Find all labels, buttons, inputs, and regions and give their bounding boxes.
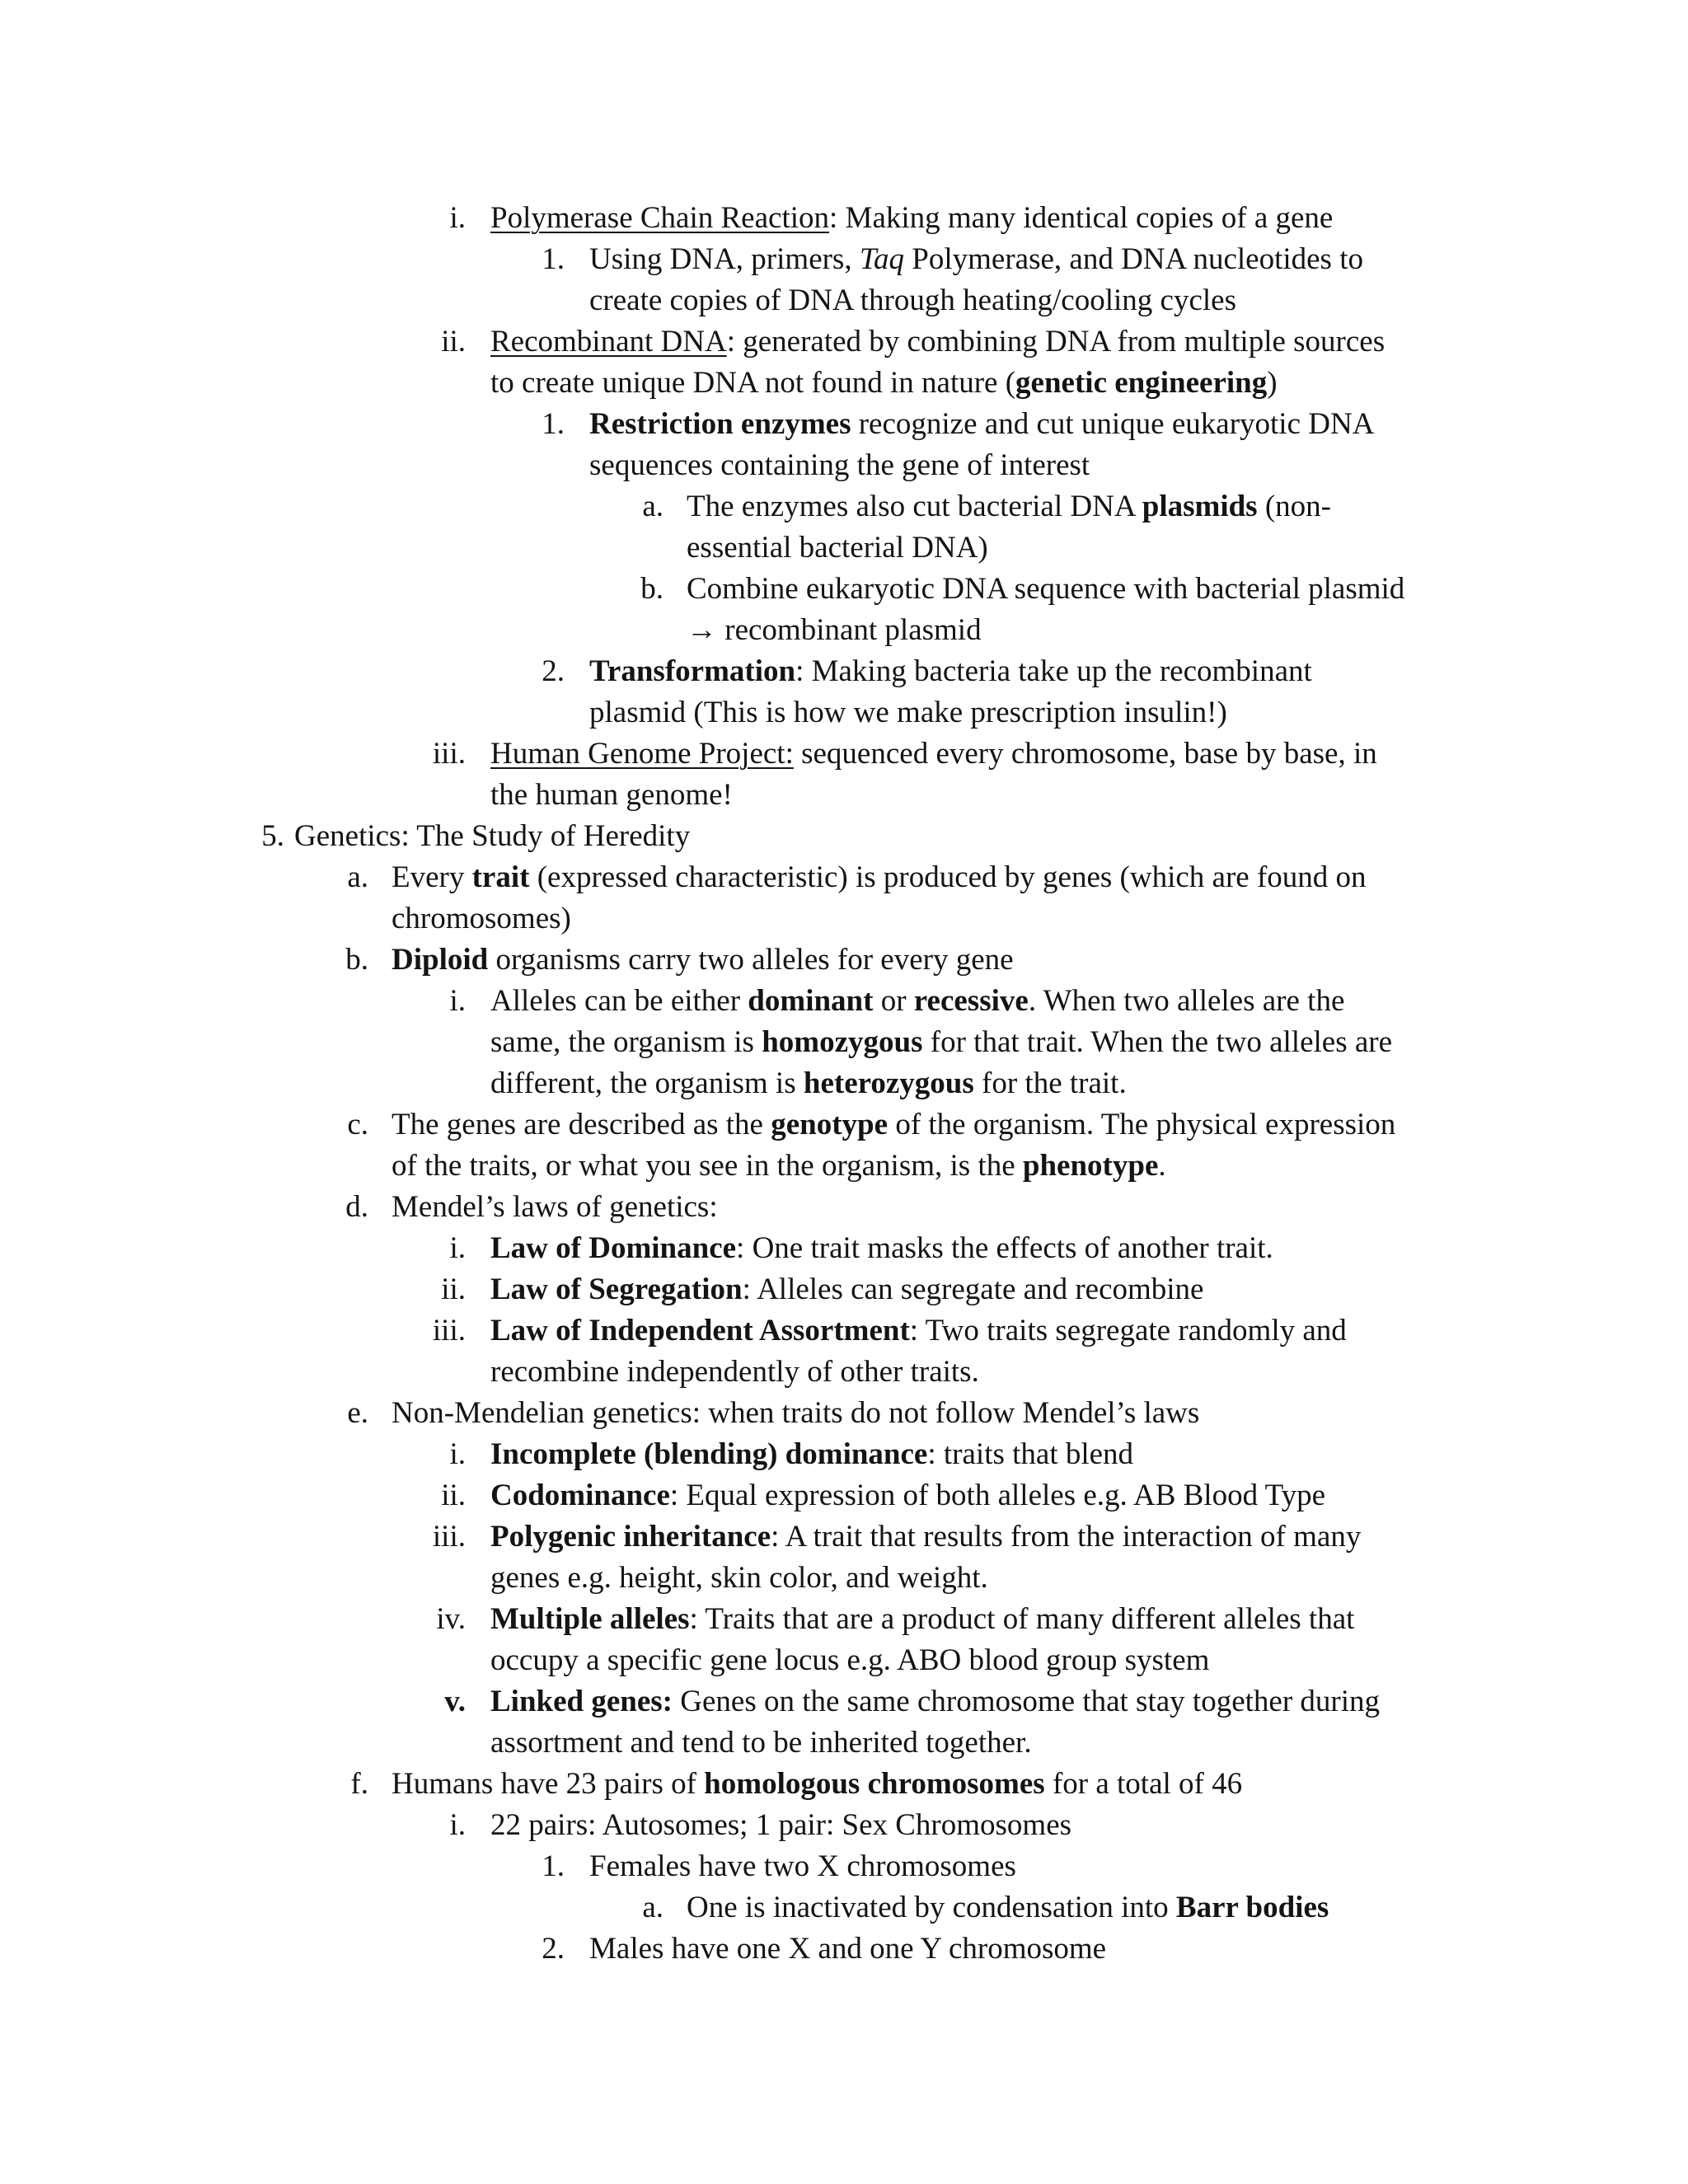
list-marker: i. — [449, 201, 466, 235]
document-line — [0, 1558, 1688, 1599]
bold-term: Linked genes: — [490, 1685, 673, 1718]
bold-term: Diploid — [392, 943, 489, 977]
text-run: occupy a specific gene locus e.g. ABO blood group system — [490, 1643, 1210, 1677]
list-marker: iv. — [436, 1602, 466, 1636]
document-line — [0, 1228, 1688, 1269]
list-item-text — [490, 1681, 1380, 1722]
text-run: (expressed characteristic) is produced by genes (which are found on — [529, 860, 1367, 894]
bold-term: Law of Segregation — [490, 1272, 743, 1306]
list-item-text — [392, 1187, 718, 1228]
text-run: plasmid (This is how we make prescription insulin!) — [589, 696, 1227, 729]
document-line — [0, 527, 1688, 569]
text-run: for the trait. — [973, 1066, 1127, 1100]
text-run: for that trait. When the two alleles are — [922, 1025, 1393, 1059]
list-marker: b. — [345, 943, 368, 977]
document-line — [0, 1310, 1688, 1352]
document-line — [0, 321, 1688, 363]
bold-term: genotype — [771, 1108, 889, 1141]
text-run: ) — [1267, 366, 1278, 400]
document-line — [0, 857, 1688, 898]
underlined-term: Recombinant DNA — [490, 325, 727, 359]
list-item-text — [490, 981, 1344, 1022]
bold-term: trait — [471, 860, 530, 894]
list-marker: 5. — [261, 819, 284, 853]
list-item-text — [490, 1228, 1273, 1269]
document-line — [0, 1681, 1688, 1722]
text-run: The enzymes also cut bacterial DNA — [687, 490, 1142, 523]
list-item-text — [392, 940, 1014, 981]
text-run: recognize and cut unique eukaryotic DNA — [851, 407, 1375, 441]
text-run: Humans have 23 pairs of — [392, 1767, 705, 1801]
text-run: : Traits that are a product of many different alleles that — [689, 1602, 1355, 1636]
text-run: same, the organism is — [490, 1025, 762, 1059]
list-item-text — [490, 1022, 1392, 1063]
document-line — [0, 1599, 1688, 1640]
text-run: Alleles can be either — [490, 984, 748, 1018]
document-line — [0, 1805, 1688, 1846]
text-run: recombinant plasmid — [717, 613, 982, 647]
list-item-text — [490, 198, 1333, 239]
text-run: to create unique DNA not found in nature ( — [490, 366, 1016, 400]
text-run: or — [873, 984, 914, 1018]
document-line — [0, 1104, 1688, 1146]
list-item-text — [490, 363, 1278, 404]
list-item-text — [490, 321, 1385, 363]
document-line — [0, 569, 1688, 610]
list-marker: a. — [347, 860, 368, 894]
text-run: : A trait that results from the interaction of many — [771, 1520, 1362, 1554]
list-item-text — [392, 1764, 1242, 1805]
text-run: recombine independently of other traits. — [490, 1355, 979, 1389]
document-line — [0, 940, 1688, 981]
list-item-text — [490, 1558, 988, 1599]
document-line — [0, 610, 1688, 651]
bold-term: phenotype — [1022, 1149, 1159, 1183]
text-run: different, the organism is — [490, 1066, 804, 1100]
list-item-text — [687, 1887, 1329, 1929]
document-line — [0, 1887, 1688, 1929]
text-run: Mendel’s laws of genetics: — [392, 1190, 718, 1224]
text-run: assortment and tend to be inherited together. — [490, 1726, 1032, 1760]
text-run: Using DNA, primers, — [589, 242, 860, 276]
list-item-text — [392, 857, 1367, 898]
document-line — [0, 1269, 1688, 1310]
text-run: essential bacterial DNA) — [687, 531, 988, 565]
list-marker: ii. — [441, 1272, 466, 1306]
list-item-text — [490, 1310, 1347, 1352]
list-item-text — [490, 1599, 1354, 1640]
bold-term: Polygenic inheritance — [490, 1520, 771, 1554]
list-item-text — [589, 692, 1227, 733]
bold-term: homozygous — [762, 1025, 923, 1059]
list-item-text — [589, 1929, 1106, 1970]
list-item-text — [392, 898, 571, 940]
list-item-text — [687, 486, 1331, 527]
document-line — [0, 198, 1688, 239]
document-line — [0, 1352, 1688, 1393]
list-item-text — [490, 1805, 1071, 1846]
bold-term: Codominance — [490, 1479, 670, 1512]
text-run: : Equal expression of both alleles e.g. AB Blood Type — [669, 1479, 1326, 1512]
text-run: : Alleles can segregate and recombine — [742, 1272, 1204, 1306]
list-item-text — [490, 1640, 1209, 1681]
text-run: Non-Mendelian genetics: when traits do not follow Mendel’s laws — [392, 1396, 1200, 1430]
text-run: : traits that blend — [927, 1437, 1134, 1471]
list-marker: i. — [449, 1231, 466, 1265]
list-item-text — [589, 404, 1374, 445]
document-line — [0, 981, 1688, 1022]
document-line — [0, 1475, 1688, 1516]
list-item-text — [490, 1516, 1361, 1558]
text-run: : One trait masks the effects of another trait. — [736, 1231, 1273, 1265]
bold-term: homologous chromosomes — [704, 1767, 1045, 1801]
text-run: sequences containing the gene of interest — [589, 448, 1090, 482]
text-run: Genes on the same chromosome that stay together during — [673, 1685, 1380, 1718]
text-run: genes e.g. height, skin color, and weight. — [490, 1561, 988, 1595]
italic-term: Taq — [859, 242, 905, 276]
text-run: organisms carry two alleles for every gene — [488, 943, 1014, 977]
bold-term: plasmids — [1142, 490, 1258, 523]
text-run: Combine eukaryotic DNA sequence with bacterial plasmid — [687, 572, 1405, 606]
document-line — [0, 816, 1688, 857]
document-line — [0, 651, 1688, 692]
list-item-text — [589, 1846, 1016, 1887]
text-run: : generated by combining DNA from multiple sources — [726, 325, 1386, 359]
document-line — [0, 1640, 1688, 1681]
document-line — [0, 1764, 1688, 1805]
text-run: : Making bacteria take up the recombinant — [795, 654, 1312, 688]
text-run: . When two alleles are the — [1028, 984, 1345, 1018]
text-run: chromosomes) — [392, 902, 571, 935]
underlined-term: Human Genome Project: — [490, 737, 794, 771]
text-run: 22 pairs: Autosomes; 1 pair: Sex Chromosomes — [490, 1808, 1072, 1842]
list-marker: i. — [449, 1808, 466, 1842]
list-marker: f. — [350, 1767, 368, 1801]
underlined-term: Polymerase Chain Reaction — [490, 201, 830, 235]
list-marker: 1. — [542, 407, 565, 441]
text-run: create copies of DNA through heating/cooling cycles — [589, 284, 1236, 317]
document-line — [0, 280, 1688, 321]
text-run: : Two traits segregate randomly and — [909, 1314, 1347, 1347]
bold-term: heterozygous — [803, 1066, 974, 1100]
document-line — [0, 1929, 1688, 1970]
list-item-text — [392, 1146, 1166, 1187]
text-run: Genetics: The Study of Heredity — [294, 819, 691, 853]
bold-term: Law of Independent Assortment — [490, 1314, 910, 1347]
list-marker: a. — [642, 1891, 663, 1924]
document-line — [0, 1146, 1688, 1187]
text-run: of the traits, or what you see in the organism, is the — [392, 1149, 1023, 1183]
list-item-text — [490, 775, 733, 816]
text-run: The genes are described as the — [392, 1108, 771, 1141]
document-line — [0, 1516, 1688, 1558]
bold-term: Transformation — [589, 654, 796, 688]
list-item-text — [490, 1722, 1032, 1764]
list-marker: 1. — [542, 1849, 565, 1883]
text-run: Polymerase, and DNA nucleotides to — [904, 242, 1363, 276]
document-line — [0, 775, 1688, 816]
bold-term: Incomplete (blending) dominance — [490, 1437, 928, 1471]
text-run: : Making many identical copies of a gene — [829, 201, 1334, 235]
text-run: Males have one X and one Y chromosome — [589, 1932, 1107, 1966]
list-item-text — [687, 569, 1404, 610]
list-marker: 2. — [542, 654, 565, 688]
list-marker: ii. — [441, 1479, 466, 1512]
list-marker: d. — [345, 1190, 368, 1224]
document-line — [0, 1846, 1688, 1887]
list-item-text — [392, 1393, 1199, 1434]
list-marker: 2. — [542, 1932, 565, 1966]
document-line — [0, 239, 1688, 280]
list-marker: ii. — [441, 325, 466, 359]
bold-term: Barr bodies — [1175, 1891, 1329, 1924]
list-item-text — [490, 1269, 1203, 1310]
document-line — [0, 692, 1688, 733]
text-run: for a total of 46 — [1044, 1767, 1243, 1801]
document-line — [0, 363, 1688, 404]
document-line — [0, 1187, 1688, 1228]
list-marker: i. — [449, 984, 466, 1018]
text-run: the human genome! — [490, 778, 733, 812]
list-marker: 1. — [542, 242, 565, 276]
text-run: sequenced every chromosome, base by base, in — [793, 737, 1377, 771]
bold-term: → — [687, 613, 717, 647]
list-item-text — [589, 280, 1236, 321]
bold-term: dominant — [748, 984, 874, 1018]
text-run: Females have two X chromosomes — [589, 1849, 1016, 1883]
text-run: Every — [392, 860, 472, 894]
list-marker: c. — [347, 1108, 368, 1141]
list-item-text — [490, 1434, 1133, 1475]
list-marker: i. — [449, 1437, 466, 1471]
bold-term: Restriction enzymes — [589, 407, 851, 441]
list-marker: iii. — [432, 737, 466, 771]
list-marker: b. — [640, 572, 663, 606]
list-marker: iii. — [432, 1314, 466, 1347]
document-line — [0, 486, 1688, 527]
list-marker: a. — [642, 490, 663, 523]
document-line — [0, 1022, 1688, 1063]
list-item-text — [490, 1063, 1127, 1104]
list-item-text — [490, 1475, 1325, 1516]
bold-term: Law of Dominance — [490, 1231, 737, 1265]
list-item-text — [589, 651, 1312, 692]
list-item-text — [490, 1352, 979, 1393]
list-item-text — [589, 445, 1090, 486]
bold-term: genetic engineering — [1015, 366, 1268, 400]
list-marker: v. — [444, 1685, 466, 1718]
document-line — [0, 898, 1688, 940]
bold-term: recessive — [913, 984, 1029, 1018]
document-line — [0, 1063, 1688, 1104]
text-run: One is inactivated by condensation into — [687, 1891, 1176, 1924]
list-item-text — [687, 527, 988, 569]
text-run: (non- — [1257, 490, 1331, 523]
list-item-text — [392, 1104, 1395, 1146]
list-item-text — [589, 239, 1363, 280]
bold-term: Multiple alleles — [490, 1602, 690, 1636]
text-run: . — [1158, 1149, 1166, 1183]
list-item-text — [294, 816, 690, 857]
document-line — [0, 733, 1688, 775]
list-marker: iii. — [432, 1520, 466, 1554]
list-marker: e. — [347, 1396, 368, 1430]
document-line — [0, 1722, 1688, 1764]
list-item-text — [490, 733, 1377, 775]
document-line — [0, 445, 1688, 486]
document-line — [0, 404, 1688, 445]
list-item-text — [687, 610, 982, 651]
document-line — [0, 1434, 1688, 1475]
text-run: of the organism. The physical expression — [888, 1108, 1396, 1141]
document-line — [0, 1393, 1688, 1434]
